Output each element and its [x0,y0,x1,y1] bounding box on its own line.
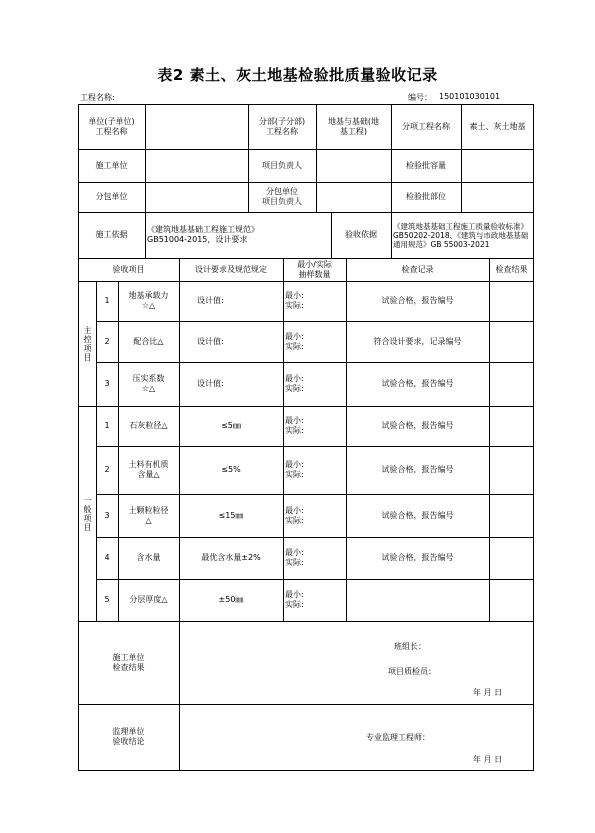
row-record: 试验合格，报告编号 [381,553,454,562]
row-item-name: 土颗粒粒径 △ [128,505,169,525]
row-record: 试验合格，报告编号 [381,465,454,474]
inspection-form-table [78,104,534,771]
row-design: 设计值: [197,379,224,388]
row-item-name: 含水量 [136,553,161,562]
row-number: 5 [104,595,110,604]
subcontractor-value[interactable] [145,182,248,212]
row-record: 试验合格，报告编号 [381,296,454,305]
row-number: 3 [104,379,110,388]
col-header-item: 验收项目 [112,264,145,274]
row-number: 4 [104,553,110,562]
general-group-label: 一般项目 [83,495,92,532]
row-sample: 最小: 实际: [285,416,304,435]
project-manager-label: 项目负责人 [262,160,302,170]
batch-capacity-label: 检验批容量 [406,160,446,170]
row-design: ±50㎜ [218,595,244,604]
subcontractor-label: 分包单位 [95,192,128,201]
row-sample: 最小: 实际: [285,548,304,567]
row-record: 试验合格，报告编号 [381,421,454,430]
supervisor-label: 专业监理工程师： [366,733,430,742]
row-sample: 最小: 实际: [285,374,304,393]
col-header-result: 检查结果 [495,264,528,274]
row-design: 设计值: [197,336,224,346]
main-control-group-label: 主控项目 [83,325,92,362]
sub-project-manager-label: 分包单位 项目负责人 [262,187,302,206]
row-result[interactable] [489,446,534,494]
row-design: ≤5% [221,465,241,474]
row-design: ≤15㎜ [218,510,244,520]
acceptance-basis-value: 《建筑地基基础工程施工质量验收标准》GB50202-2018、《建筑与市政地基基础通用规范》GB 55003-2021 [393,221,529,249]
row-record: 试验合格，报告编号 [381,379,454,388]
quality-inspector-label: 项目质检员： [388,667,436,676]
row-record: 试验合格，报告编号 [381,510,454,520]
row-number: 1 [104,421,110,430]
number-label: 编号： [408,93,432,102]
row-result[interactable] [489,321,534,362]
col-header-sample: 最小/实际 抽样数量 [297,259,332,279]
supervision-date: 年 月 日 [473,755,503,764]
page-title: 表2 素土、灰土地基检验批质量验收记录 [157,66,438,84]
construction-basis-value: 《建筑地基基础工程施工规范》 GB51004-2015，设计要求 [147,225,259,244]
row-number: 2 [104,465,110,474]
row-result[interactable] [489,579,534,621]
row-item-name: 石灰粒径△ [129,421,168,430]
subitem-name-label: 分项工程名称 [402,121,450,131]
row-design: 设计值: [197,296,224,305]
row-sample: 最小: 实际: [285,460,304,479]
constructor-label: 施工单位 [95,160,128,170]
acceptance-basis-label: 验收依据 [345,230,377,239]
row-item-name: 分层厚度△ [129,595,168,604]
unit-name-value[interactable] [145,104,248,149]
project-manager-value[interactable] [316,149,391,182]
sub-project-manager-value[interactable] [316,182,391,212]
row-item-name: 压实系数 ☆△ [132,374,165,393]
row-result[interactable] [489,406,534,446]
row-record: 符合设计要求，记录编号 [373,336,462,346]
number-value: 150101030101 [439,92,501,101]
row-item-name: 配合比△ [133,336,164,346]
row-sample: 最小: 实际: [285,505,304,525]
team-leader-label: 班组长： [394,642,426,651]
row-sample: 最小: 实际: [285,291,304,310]
batch-location-value[interactable] [461,182,534,212]
row-sample: 最小: 实际: [285,590,304,609]
constructor-value[interactable] [145,149,248,182]
row-result[interactable] [489,281,534,321]
subitem-name-value: 素土、灰土地基 [469,121,526,131]
unit-name-label: 单位(子单位) 工程名称 [88,116,135,136]
project-name-label: 工程名称: [80,93,115,102]
construction-basis-label: 施工依据 [95,230,128,239]
row-number: 2 [104,336,110,346]
row-result[interactable] [489,362,534,406]
row-design: 最优含水量±2% [201,553,261,562]
col-header-record: 检查记录 [401,264,434,274]
construction-check-label: 施工单位 检查结果 [112,652,145,672]
row-result[interactable] [489,494,534,537]
division-name-label: 分部(子分部) 工程名称 [258,116,306,136]
supervision-conclusion-label: 监理单位 验收结论 [112,727,145,746]
row-design: ≤5㎜ [221,421,241,430]
division-name-value: 地基与基础(地 基工程) [327,116,380,136]
row-sample: 最小: 实际: [285,331,304,351]
row-number: 3 [104,510,110,520]
row-item-name: 地基承载力 ☆△ [128,291,169,310]
construction-date: 年 月 日 [473,688,503,697]
batch-location-label: 检验批部位 [406,192,446,201]
row-number: 1 [104,296,110,305]
row-record [346,579,489,621]
batch-capacity-value[interactable] [461,149,534,182]
row-item-name: 土料有机质 含量△ [128,460,169,479]
col-header-design: 设计要求及规范规定 [195,264,267,274]
row-result[interactable] [489,537,534,579]
